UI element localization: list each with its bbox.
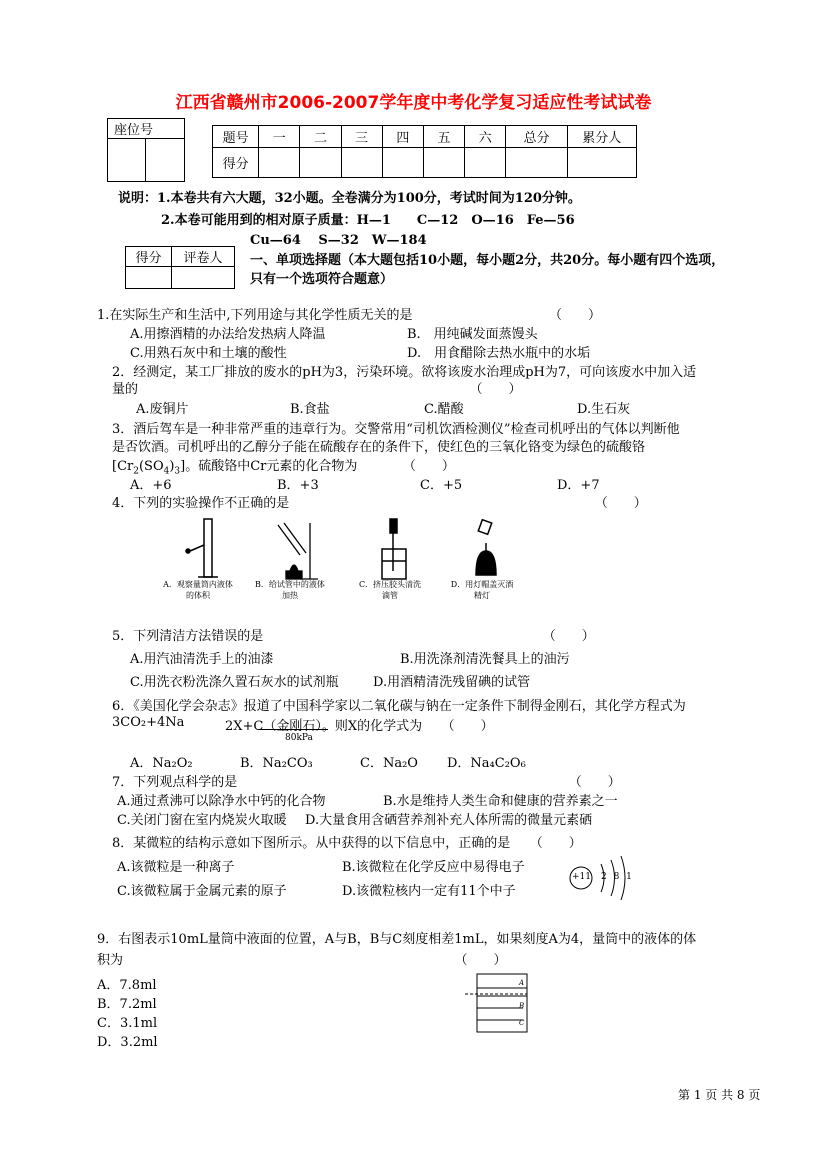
q5-option-d: D.用酒精清洗残留碘的试管 [373,675,531,690]
q3-formula-sub: 4 [163,466,170,477]
q5-option-c: C.用洗衣粉洗涤久置石灰水的试剂瓶 [130,675,339,690]
score-cell[interactable] [423,148,464,178]
q6-reaction-arrow [258,729,328,730]
note-line-1: 说明：1.本卷共有六大题，32小题。全卷满分为100分，考试时间为120分钟。 [118,191,581,206]
q3-option-a: A．+6 [130,478,172,493]
cylinder-mark-a: A [519,979,525,987]
score-cell[interactable] [506,148,567,178]
q3-stem-1: 3．酒后驾车是一种非常严重的违章行为。交警常用“司机饮酒检测仪”检查司机呼出的气体以判断他 [112,422,680,437]
q2-option-b: B.食盐 [290,402,330,417]
q3-formula-part: [Cr [112,459,134,474]
seat-number-box [107,118,185,182]
dropper-figure [382,519,406,579]
score-cell[interactable] [341,148,382,178]
note-line-3: Cu—64 S—32 W—184 [250,233,427,248]
q4-caption-c: C．挤压胶头清洗滴管 [358,580,422,600]
q9-option-b: B．7.2ml [97,997,157,1012]
q3-formula-part: (SO [138,459,164,474]
q6-stem: 6．《美国化学会杂志》报道了中国科学家以二氧化碳与钠在一定条件下制得金刚石，其化学方程式为 [112,699,686,714]
q3-formula-part: ) [169,459,175,474]
q1-stem: 1.在实际生产和生活中,下列用途与其化学性质无关的是 （ ） [97,308,602,323]
q5-option-b: B.用洗涤剂清洗餐具上的油污 [400,652,570,667]
score-cell[interactable] [300,148,341,178]
grader-box [125,246,235,289]
q4-stem: 4．下列的实验操作不正确的是 （ ） [112,496,647,511]
exam-title: 江西省赣州市2006-2007学年度中考化学复习适应性考试试卷 [175,93,652,113]
q7-option-a: A.通过煮沸可以除净水中钙的化合物 [117,794,326,809]
q9-option-c: C．3.1ml [97,1016,158,1031]
q9-stem-1: 9．右图表示10mL量筒中液面的位置，A与B，B与C刻度相差1mL，如果刻度A为4，量筒中的液体的体 [97,932,697,947]
score-header: 五 [423,126,464,148]
seat-label: 座位号 [108,119,185,139]
q2-stem-1: 2．经测定，某工厂排放的废水的pH为3，污染环境。欲将该废水治理成pH为7，可向该废水中加入适 [112,365,697,380]
grader-score-label: 得分 [126,247,172,267]
grader-score-cell[interactable] [126,267,172,289]
lamp-figure [476,520,496,575]
score-cell[interactable] [567,148,636,178]
q9-stem-2: 积为 （ ） [97,953,507,968]
q4-caption-d: D．用灯帽盖灭酒精灯 [450,580,514,600]
q3-formula-sub: 3 [174,466,181,477]
q6-equation-left: 3CO₂+4Na [112,715,185,730]
q6-equation-right: 2X+C（金刚石）。则X的化学式为 （ ） [225,719,494,734]
q5-stem: 5．下列清洁方法错误的是 （ ） [112,629,595,644]
score-header: 二 [300,126,341,148]
q3-option-b: B．+3 [277,478,319,493]
score-header: 总分 [506,126,567,148]
cylinder-mark-b: B [519,1002,525,1010]
q3-stem-2: 是否饮酒。司机呼出的乙醇分子能在硫酸存在的条件下，使红色的三氧化铬变为绿色的硫酸铬 [112,440,646,455]
q6-condition: 80kPa [285,733,313,743]
q2-stem-2: 量的 （ ） [112,382,522,397]
seat-cell-2[interactable] [146,139,185,182]
q9-option-d: D．3.2ml [97,1035,158,1050]
atom-nucleus-charge: +11 [572,872,591,882]
score-table [212,125,637,178]
q3-option-c: C．+5 [420,478,463,493]
cylinder-mark-c: C [519,1019,525,1027]
score-cell[interactable] [382,148,423,178]
q7-option-b: B.水是维持人类生命和健康的营养素之一 [383,794,618,809]
q9-option-a: A．7.8ml [97,978,157,993]
score-header: 三 [341,126,382,148]
section1-heading-2: 只有一个选项符合题意） [250,272,394,287]
q1-option-c: C.用熟石灰中和土壤的酸性 [130,346,287,361]
score-header: 四 [382,126,423,148]
cylinder-figure [186,519,218,577]
q1-option-d: D. 用食醋除去热水瓶中的水垢 [407,346,591,361]
q2-option-d: D.生石灰 [577,402,631,417]
section1-heading: 一、单项选择题（本大题包括10小题，每小题2分，共20分。每小题有四个选项， [250,253,725,268]
seat-cell-1[interactable] [108,139,146,182]
score-cell[interactable] [465,148,506,178]
q8-option-b: B.该微粒在化学反应中易得电子 [342,860,525,875]
q1-option-a: A.用擦酒精的办法给发热病人降温 [130,327,326,342]
q3-formula-part: ]。硫酸铬中Cr元素的化合物为 （ ） [180,459,455,474]
note-line-2: 2.本卷可能用到的相对原子质量：H—1 C—12 O—16 Fe—56 [161,213,575,228]
page-number: 第 1 页 共 8 页 [678,1088,761,1102]
q7-option-d: D.大量食用含硒营养剂补充人体所需的微量元素硒 [305,813,593,828]
score-header: 累分人 [567,126,636,148]
score-header: 题号 [213,126,259,148]
q1-option-b: B. 用纯碱发面蒸馒头 [407,327,538,342]
q8-stem: 8．某微粒的结构示意如下图所示。从中获得的以下信息中，正确的是 （ ） [112,836,582,851]
q8-option-c: C.该微粒属于金属元素的原子 [117,884,287,899]
q5-option-a: A.用汽油清洗手上的油漆 [130,652,274,667]
measuring-cylinder-diagram [465,972,535,1034]
q4-lab-figures [160,515,520,585]
q3-formula-sub: 2 [133,466,139,477]
q8-option-d: D.该微粒核内一定有11个中子 [342,884,516,899]
atom-electron-shells: 2 8 1 [601,872,634,882]
q2-option-c: C.醋酸 [424,402,464,417]
q3-option-d: D．+7 [557,478,600,493]
q4-caption-b: B．给试管中的液体加热 [255,580,325,600]
q2-option-a: A.废铜片 [136,402,189,417]
grader-name-label: 评卷人 [172,247,235,267]
score-header: 一 [259,126,300,148]
q6-option-a: A．Na₂O₂ [130,756,193,771]
heating-figure [278,523,318,579]
q6-option-d: D．Na₄C₂O₆ [447,756,526,771]
grader-name-cell[interactable] [172,267,235,289]
q7-stem: 7．下列观点科学的是 （ ） [112,775,621,790]
q7-option-c: C.关闭门窗在室内烧炭火取暖 [117,813,287,828]
q8-option-a: A.该微粒是一种离子 [117,860,235,875]
q6-option-c: C．Na₂O [360,756,418,771]
q6-option-b: B．Na₂CO₃ [240,756,313,771]
score-cell[interactable] [259,148,300,178]
q4-caption-a: A．观察量筒内液体的体积 [163,580,233,600]
score-row-label: 得分 [213,148,259,178]
score-header: 六 [465,126,506,148]
